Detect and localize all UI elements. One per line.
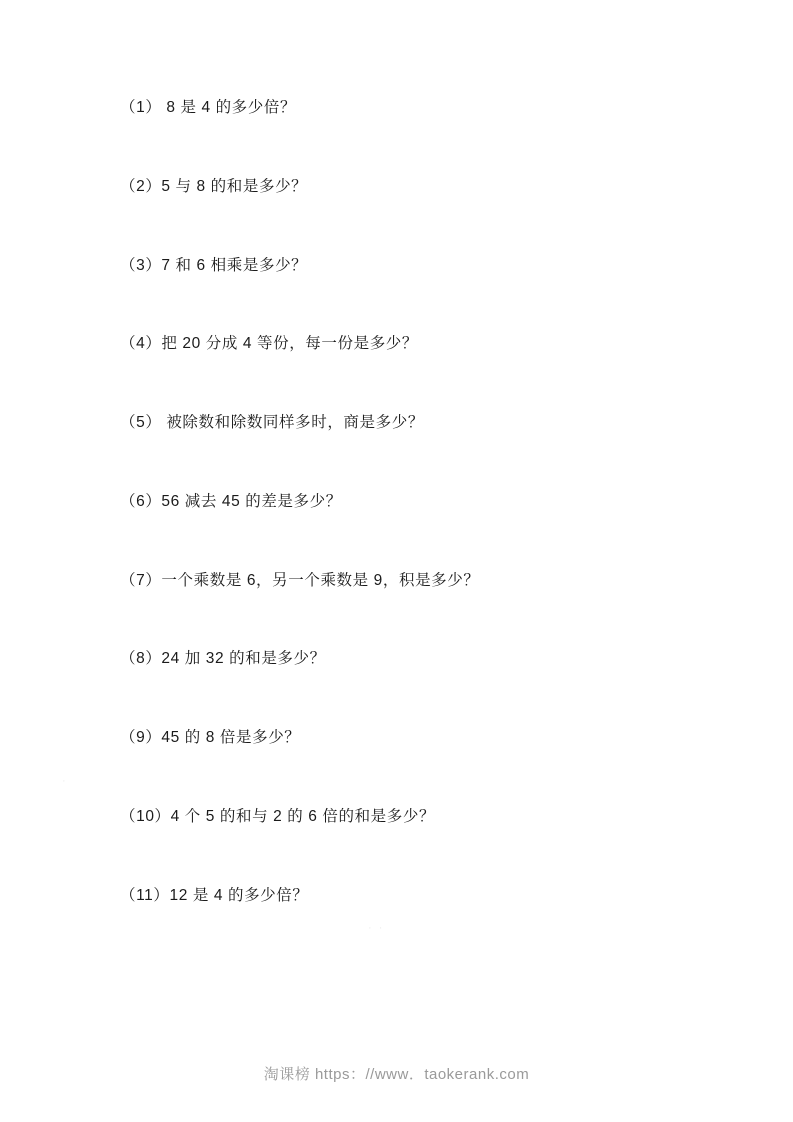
list-item: （8）24 加 32 的和是多少？: [120, 650, 326, 668]
list-item: （5） 被除数和除数同样多时，商是多少？: [120, 414, 424, 431]
question-list: [120, 96, 720, 907]
list-item: （2）5 与 8 的和是多少？: [120, 177, 308, 195]
list-item: （9）45 的 8 倍是多少？: [120, 729, 301, 746]
faint-mark-left: ·: [62, 775, 66, 787]
list-item: （11）12 是 4 的多少倍？: [120, 886, 309, 904]
list-item: （10）4 个 5 的和与 2 的 6 倍的和是多少？: [120, 807, 436, 825]
faint-mark-center: · ·: [368, 922, 385, 934]
list-item: （7）一个乘数是 6，另一个乘数是 9，积是多少？: [120, 571, 480, 589]
list-item: （4）把 20 分成 4 等份，每一份是多少？: [120, 335, 419, 353]
list-item: （3）7 和 6 相乘是多少？: [120, 256, 308, 274]
list-item: （1） 8 是 4 的多少倍？: [120, 99, 297, 116]
list-item: （6）56 减去 45 的差是多少？: [120, 492, 342, 510]
watermark-text: 淘课榜 https：//www．taokerank.com: [263, 1066, 530, 1083]
